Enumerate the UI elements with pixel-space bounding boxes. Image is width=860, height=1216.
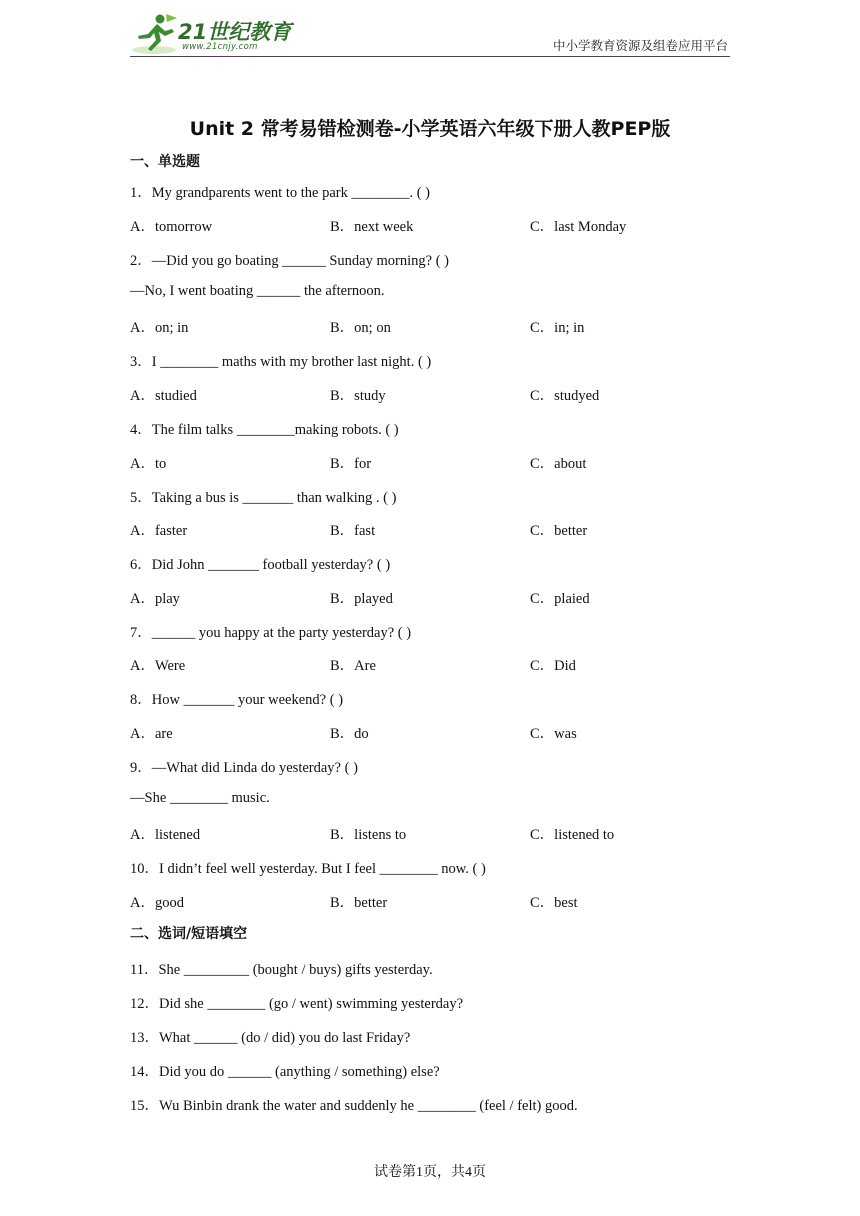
- section-heading-single-choice: 一、单选题: [130, 154, 200, 170]
- q2-option-a: A．on; in: [130, 320, 189, 336]
- q9-option-a: A．listened: [130, 827, 201, 843]
- logo-text: 21世纪教育: [178, 20, 292, 44]
- q3-option-c: C．studyed: [530, 388, 600, 404]
- question-15: 15．Wu Binbin drank the water and suddenly he ________ (feel / felt) good.: [130, 1098, 578, 1114]
- q4-option-c: C．about: [530, 456, 587, 472]
- q6-option-a: A．play: [130, 591, 180, 607]
- logo: [130, 12, 300, 56]
- question-6: 6．Did John _______ football yesterday? ( ): [130, 557, 391, 573]
- page-header: [130, 10, 730, 57]
- q6-option-b: B．played: [330, 591, 393, 607]
- q6-option-c: C．plaied: [530, 591, 590, 607]
- q7-option-a: A．Were: [130, 658, 186, 674]
- question-3: 3．I ________ maths with my brother last night. ( ): [130, 354, 432, 370]
- q2-option-b: B．on; on: [330, 320, 391, 336]
- question-9-line-2: —She ________ music.: [130, 790, 270, 806]
- page-title: Unit 2 常考易错检测卷-小学英语六年级下册人教PEP版: [189, 118, 671, 140]
- q8-option-c: C．was: [530, 726, 577, 742]
- question-9: 9．—What did Linda do yesterday? ( ): [130, 760, 358, 776]
- q1-option-b: B．next week: [330, 219, 414, 235]
- question-4: 4．The film talks ________making robots. ( ): [130, 422, 399, 438]
- q9-option-b: B．listens to: [330, 827, 407, 843]
- q8-option-a: A．are: [130, 726, 173, 742]
- question-7: 7．______ you happy at the party yesterday? ( ): [130, 625, 412, 641]
- question-2: 2．—Did you go boating ______ Sunday morning? ( ): [130, 253, 449, 269]
- q4-option-a: A．to: [130, 456, 167, 472]
- question-5: 5．Taking a bus is _______ than walking . ( ): [130, 490, 397, 506]
- runner-icon: [130, 12, 180, 56]
- question-2-line-2: —No, I went boating ______ the afternoon.: [130, 283, 385, 299]
- question-10: 10．I didn’t feel well yesterday. But I feel ________ now. ( ): [130, 861, 486, 877]
- q8-option-b: B．do: [330, 726, 369, 742]
- question-12: 12．Did she ________ (go / went) swimming yesterday?: [130, 996, 464, 1012]
- q7-option-c: C．Did: [530, 658, 576, 674]
- question-8: 8．How _______ your weekend? ( ): [130, 692, 344, 708]
- q10-option-c: C．best: [530, 895, 578, 911]
- question-11: 11．She _________ (bought / buys) gifts yesterday.: [130, 962, 433, 978]
- q7-option-b: B．Are: [330, 658, 376, 674]
- q10-option-a: A．good: [130, 895, 184, 911]
- q10-option-b: B．better: [330, 895, 388, 911]
- q1-option-a: A．tomorrow: [130, 219, 213, 235]
- q3-option-a: A．studied: [130, 388, 197, 404]
- logo-url: www.21cnjy.com: [182, 42, 258, 52]
- question-13: 13．What ______ (do / did) you do last Friday?: [130, 1030, 411, 1046]
- q5-option-c: C．better: [530, 523, 588, 539]
- question-14: 14．Did you do ______ (anything / something) else?: [130, 1064, 440, 1080]
- question-1: 1．My grandparents went to the park ________. ( ): [130, 185, 431, 201]
- page-footer: 试卷第1页，共4页: [374, 1165, 486, 1180]
- q5-option-b: B．fast: [330, 523, 376, 539]
- q5-option-a: A．faster: [130, 523, 188, 539]
- header-platform-text: 中小学教育资源及组卷应用平台: [552, 39, 728, 53]
- q3-option-b: B．study: [330, 388, 386, 404]
- q4-option-b: B．for: [330, 456, 372, 472]
- q1-option-c: C．last Monday: [530, 219, 627, 235]
- section-heading-fill-in: 二、选词/短语填空: [130, 926, 248, 942]
- q2-option-c: C．in; in: [530, 320, 585, 336]
- q9-option-c: C．listened to: [530, 827, 615, 843]
